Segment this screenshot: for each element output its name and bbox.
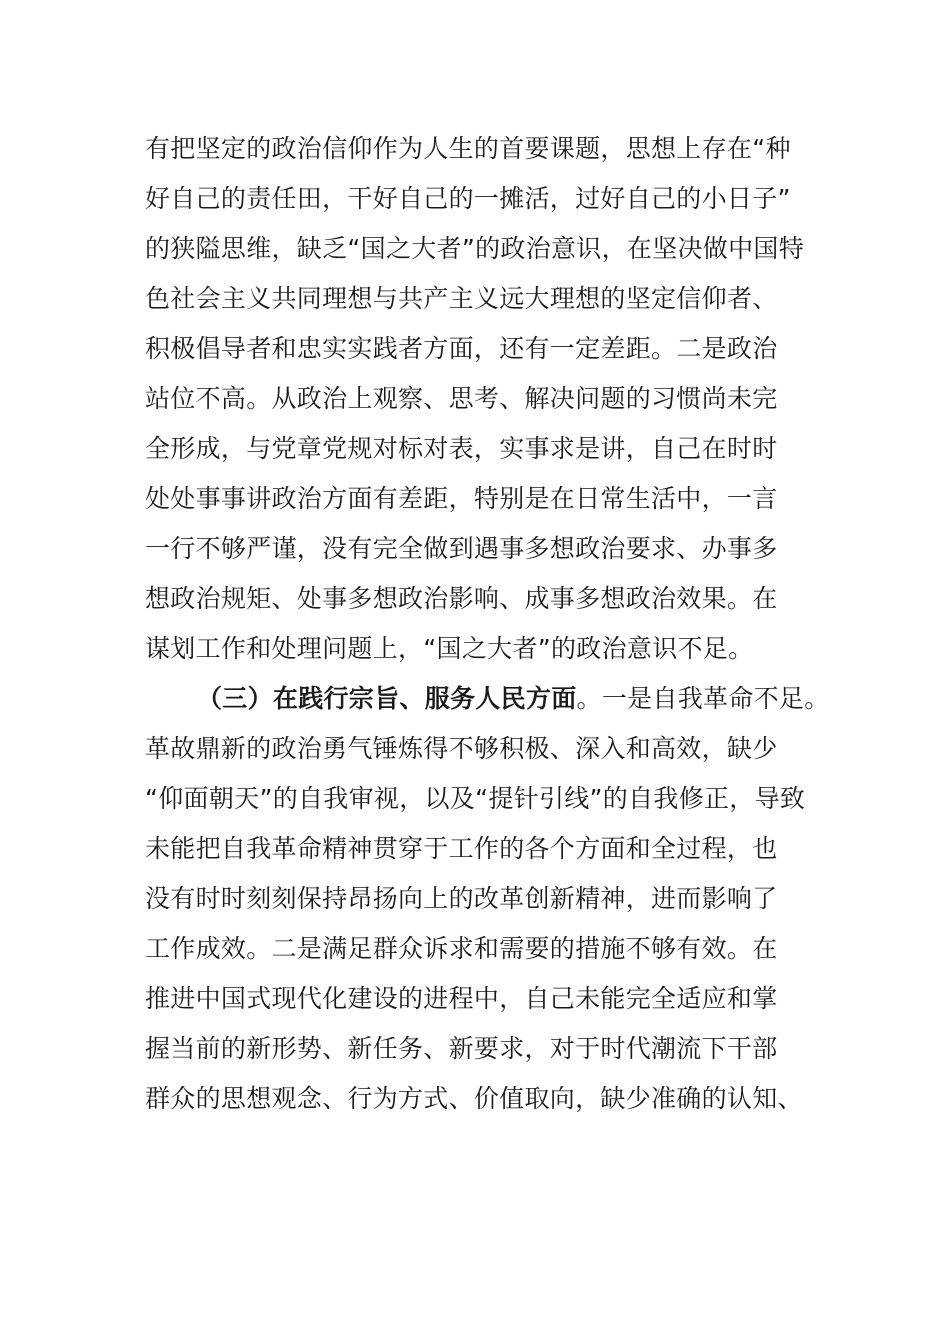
paragraph-2: [145, 674, 845, 1124]
text-line: 未能把自我革命精神贯穿于工作的各个方面和全过程，也: [145, 834, 778, 863]
text-line: 推进中国式现代化建设的进程中，自己未能完全适应和掌: [145, 984, 778, 1013]
text-line: 没有时时刻刻保持昂扬向上的改革创新精神，进而影响了: [145, 884, 778, 913]
text-line: 好自己的责任田，干好自己的一摊活，过好自己的小日子”: [145, 184, 791, 213]
section-heading-line: [145, 674, 845, 724]
section-heading: （三）在践行宗旨、服务人民方面: [197, 684, 577, 713]
text-line: 握当前的新形势、新任务、新要求，对于时代潮流下干部: [145, 1034, 778, 1063]
text-line: 工作成效。二是满足群众诉求和需要的措施不够有效。在: [145, 934, 778, 963]
text-line: 处处事事讲政治方面有差距，特别是在日常生活中，一言: [145, 484, 778, 513]
text-line: 全形成，与党章党规对标对表，实事求是讲，自己在时时: [145, 434, 778, 463]
text-span: 。一是自我革命不足。: [576, 684, 830, 713]
text-line: 群众的思想观念、行为方式、价值取向，缺少准确的认知、: [145, 1084, 803, 1113]
text-line: “仰面朝天”的自我审视，以及“提针引线”的自我修正，导致: [145, 784, 806, 813]
text-line: 站位不高。从政治上观察、思考、解决问题的习惯尚未完: [145, 384, 778, 413]
text-line: 想政治规矩、处事多想政治影响、成事多想政治效果。在: [145, 584, 778, 613]
text-line: 一行不够严谨，没有完全做到遇事多想政治要求、办事多: [145, 534, 778, 563]
text-line: 积极倡导者和忠实实践者方面，还有一定差距。二是政治: [145, 334, 778, 363]
text-line: 谋划工作和处理问题上，“国之大者”的政治意识不足。: [145, 634, 754, 663]
text-line: 的狭隘思维，缺乏“国之大者”的政治意识，在坚决做中国特: [145, 234, 805, 263]
text-line: 色社会主义共同理想与共产主义远大理想的坚定信仰者、: [145, 284, 778, 313]
document-body: [145, 124, 845, 1124]
text-line: 革故鼎新的政治勇气锤炼得不够积极、深入和高效，缺少: [145, 734, 778, 763]
text-line: 有把坚定的政治信仰作为人生的首要课题，思想上存在“种: [145, 134, 791, 163]
paragraph-1: [145, 124, 845, 674]
